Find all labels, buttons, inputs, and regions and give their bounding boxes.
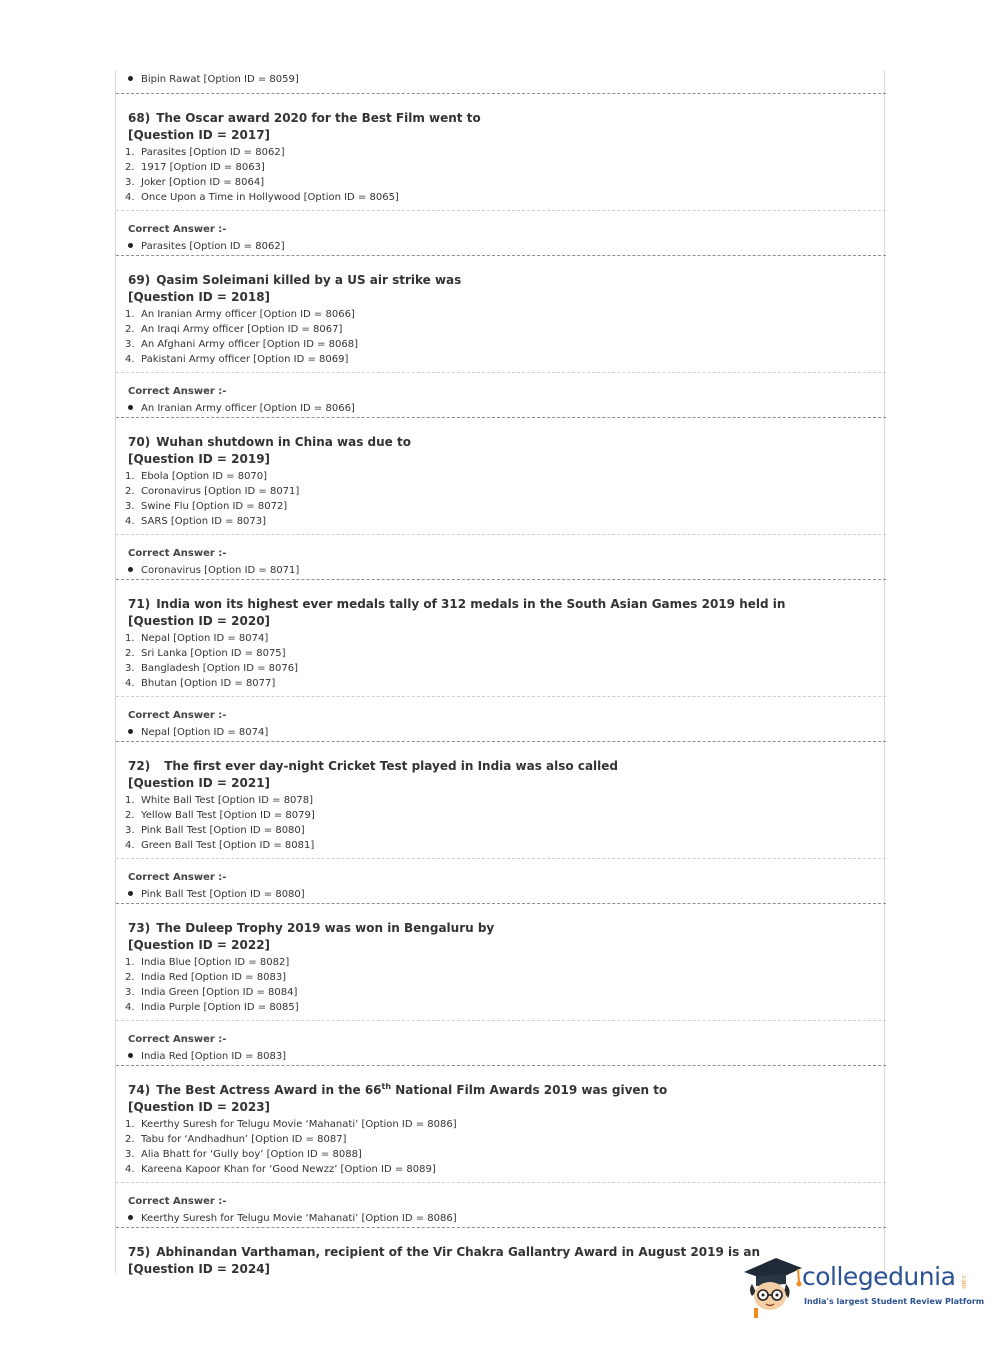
question-body (116, 1066, 886, 1183)
question-title: 72) The first ever day-night Cricket Test played in India was also called (128, 759, 618, 773)
option-item: 4. India Purple [Option ID = 8085] (125, 1002, 299, 1013)
option-item: 2. An Iraqi Army officer [Option ID = 8067] (125, 324, 343, 335)
question-id: [Question ID = 2023] (128, 1100, 271, 1114)
option-list (125, 469, 886, 529)
option-list (125, 631, 886, 691)
correct-answer-label: Correct Answer :- (128, 872, 227, 883)
option-item: 3. Bangladesh [Option ID = 8076] (125, 663, 298, 674)
question-72 (116, 742, 886, 904)
brand-tagline: India's largest Student Review Platform (804, 1297, 985, 1306)
question-69 (116, 256, 886, 418)
collegedunia-logo (742, 1250, 985, 1320)
correct-answer-section (116, 1183, 886, 1227)
question-title: 68) The Oscar award 2020 for the Best Film went to (128, 111, 481, 125)
bullet-icon (128, 405, 133, 410)
brand-suffix: .com (960, 1274, 967, 1289)
option-item: 3. Pink Ball Test [Option ID = 8080] (125, 825, 305, 836)
question-title: 71) India won its highest ever medals tally of 312 medals in the South Asian Games 2019 held in (128, 597, 786, 611)
question-68 (116, 94, 886, 256)
question-71 (116, 580, 886, 742)
option-item: 1. White Ball Test [Option ID = 8078] (125, 795, 314, 806)
question-body (116, 904, 886, 1021)
correct-answer-label: Correct Answer :- (128, 710, 227, 721)
option-item: 4. Pakistani Army officer [Option ID = 8069] (125, 354, 349, 365)
option-list (125, 793, 886, 853)
option-item: 2. Tabu for ‘Andhadhun’ [Option ID = 8087] (125, 1134, 347, 1145)
question-id: [Question ID = 2019] (128, 452, 271, 466)
option-item: 4. Green Ball Test [Option ID = 8081] (125, 840, 315, 851)
option-item: 1. Parasites [Option ID = 8062] (125, 147, 285, 158)
option-item: 4. SARS [Option ID = 8073] (125, 516, 267, 527)
option-list (125, 1117, 886, 1177)
option-item: 2. India Red [Option ID = 8083] (125, 972, 287, 983)
correct-answer-section (116, 535, 886, 579)
correct-answer-section (116, 211, 886, 255)
correct-answer-section (116, 373, 886, 417)
question-id: [Question ID = 2022] (128, 938, 271, 952)
correct-answer-label: Correct Answer :- (128, 1196, 227, 1207)
question-title: 73) The Duleep Trophy 2019 was won in Bengaluru by (128, 921, 495, 935)
correct-answer-section (116, 697, 886, 741)
option-item: 2. Coronavirus [Option ID = 8071] (125, 486, 300, 497)
option-item: 4. Kareena Kapoor Khan for ‘Good Newzz’ [Option ID = 8089] (125, 1164, 436, 1175)
brand-name: collegedunia (802, 1262, 956, 1291)
bullet-icon (128, 76, 133, 81)
option-item: 1. India Blue [Option ID = 8082] (125, 957, 290, 968)
question-body (116, 94, 886, 211)
bullet-icon (128, 243, 133, 248)
mascot-icon (742, 1250, 804, 1318)
option-item: 3. Joker [Option ID = 8064] (125, 177, 265, 188)
question-body (116, 256, 886, 373)
question-id: [Question ID = 2018] (128, 290, 271, 304)
option-item: 2. Yellow Ball Test [Option ID = 8079] (125, 810, 315, 821)
correct-answer-label: Correct Answer :- (128, 1034, 227, 1045)
bullet-icon (128, 567, 133, 572)
question-id: [Question ID = 2020] (128, 614, 271, 628)
question-body (116, 418, 886, 535)
answer-item: Parasites [Option ID = 8062] (128, 239, 886, 254)
option-list (125, 145, 886, 205)
question-70 (116, 418, 886, 580)
answer-item: India Red [Option ID = 8083] (128, 1049, 886, 1064)
question-id: [Question ID = 2017] (128, 128, 271, 142)
question-title: 74) The Best Actress Award in the 66th National Film Awards 2019 was given to (128, 1082, 668, 1097)
bullet-icon (128, 1215, 133, 1220)
correct-answer-label: Correct Answer :- (128, 548, 227, 559)
option-item: 4. Once Upon a Time in Hollywood [Option ID = 8065] (125, 192, 399, 203)
option-item: 3. An Afghani Army officer [Option ID = 8068] (125, 339, 359, 350)
question-paper-page (115, 70, 885, 1276)
question-body (116, 742, 886, 859)
option-list (125, 955, 886, 1015)
option-item: 3. Swine Flu [Option ID = 8072] (125, 501, 288, 512)
option-item: 3. Alia Bhatt for ‘Gully boy’ [Option ID = 8088] (125, 1149, 362, 1160)
question-74 (116, 1066, 886, 1228)
correct-answer-label: Correct Answer :- (128, 386, 227, 397)
option-list (125, 307, 886, 367)
answer-item: An Iranian Army officer [Option ID = 8066] (128, 401, 886, 416)
question-id: [Question ID = 2024] (128, 1262, 271, 1276)
bullet-icon (128, 1053, 133, 1058)
question-73 (116, 904, 886, 1066)
bullet-icon (128, 729, 133, 734)
question-list (116, 70, 886, 1279)
correct-answer-label: Correct Answer :- (128, 224, 227, 235)
answer-item: Bipin Rawat [Option ID = 8059] (128, 72, 886, 87)
question-id: [Question ID = 2021] (128, 776, 271, 790)
option-item: 2. 1917 [Option ID = 8063] (125, 162, 265, 173)
answer-item: Pink Ball Test [Option ID = 8080] (128, 887, 886, 902)
answer-item: Nepal [Option ID = 8074] (128, 725, 886, 740)
answer-item: Coronavirus [Option ID = 8071] (128, 563, 886, 578)
option-item: 1. Nepal [Option ID = 8074] (125, 633, 269, 644)
question-title: 75) Abhinandan Varthaman, recipient of the Vir Chakra Gallantry Award in August 2019 is an (128, 1245, 761, 1259)
answer-item: Keerthy Suresh for Telugu Movie ‘Mahanati’ [Option ID = 8086] (128, 1211, 886, 1226)
option-item: 2. Sri Lanka [Option ID = 8075] (125, 648, 286, 659)
option-item: 3. India Green [Option ID = 8084] (125, 987, 298, 998)
option-item: 1. An Iranian Army officer [Option ID = 8066] (125, 309, 355, 320)
question-title: 69) Qasim Soleimani killed by a US air strike was (128, 273, 462, 287)
question-title: 70) Wuhan shutdown in China was due to (128, 435, 411, 449)
correct-answer-section (116, 1021, 886, 1065)
option-item: 1. Keerthy Suresh for Telugu Movie ‘Mahanati’ [Option ID = 8086] (125, 1119, 457, 1130)
bullet-icon (128, 891, 133, 896)
option-item: 4. Bhutan [Option ID = 8077] (125, 678, 276, 689)
question-body (116, 580, 886, 697)
previous-correct-answer (116, 70, 886, 94)
correct-answer-section (116, 859, 886, 903)
option-item: 1. Ebola [Option ID = 8070] (125, 471, 268, 482)
